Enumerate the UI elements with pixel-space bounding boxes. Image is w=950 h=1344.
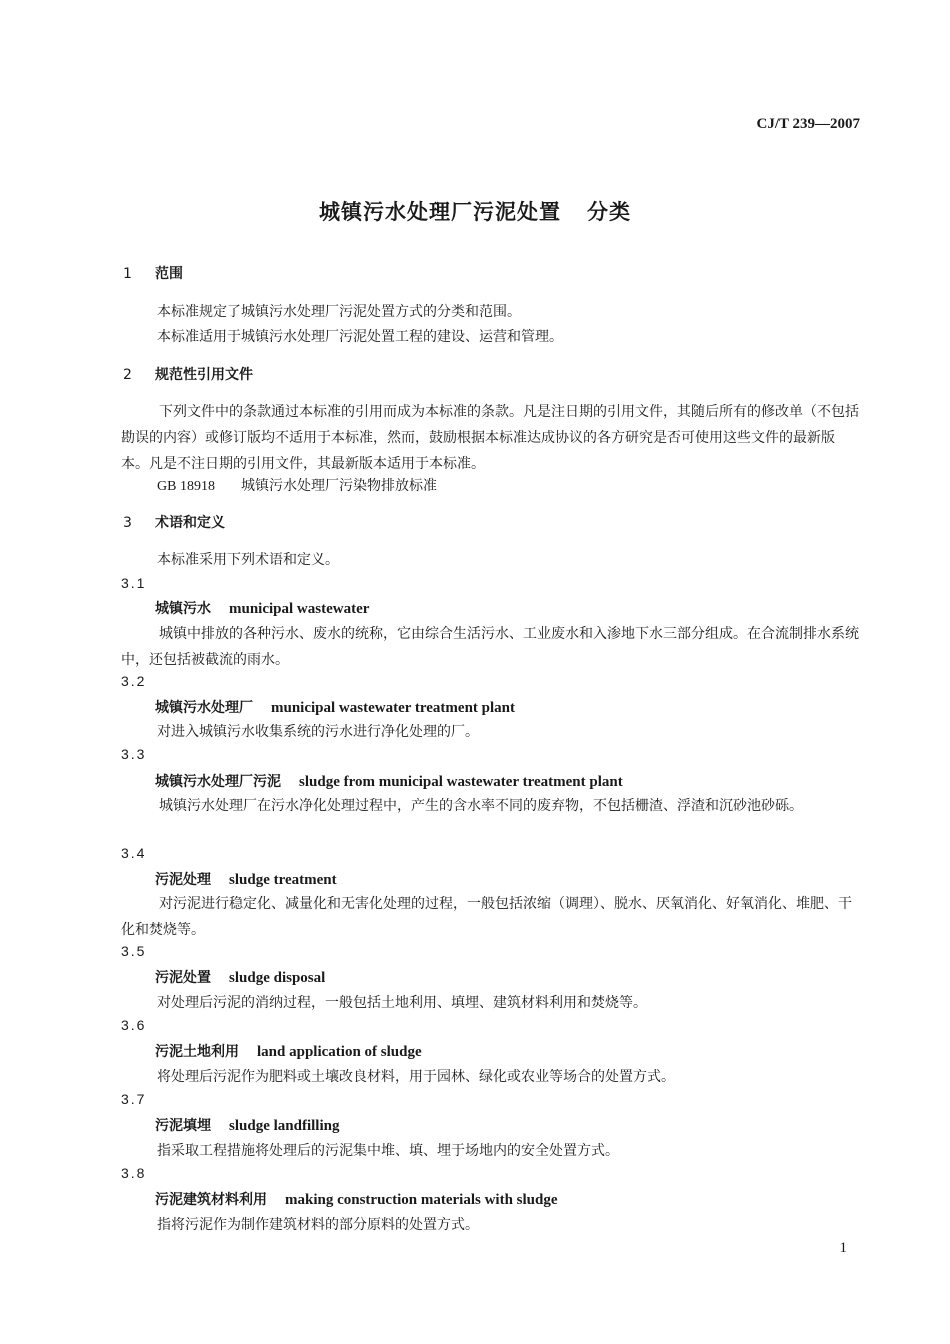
term-definition: 对污泥进行稳定化、减量化和无害化处理的过程，一般包括浓缩（调理）、脱水、厌氧消化、好氧消化、堆肥、干化和焚烧等。 — [121, 896, 852, 938]
section-1-paragraph-1: 本标准规定了城镇污水处理厂污泥处置方式的分类和范围。 — [157, 304, 521, 320]
term-number: 3.3 — [121, 746, 147, 762]
term-number: 3.1 — [121, 575, 147, 591]
term-heading: 城镇污水 municipal wastewater — [155, 601, 370, 617]
term-definition: 对处理后污泥的消纳过程，一般包括土地利用、填埋、建筑材料利用和焚烧等。 — [157, 995, 647, 1011]
term-heading: 城镇污水处理厂污泥 sludge from municipal wastewater treatment plant — [155, 774, 623, 790]
term-number: 3.7 — [121, 1091, 147, 1107]
section-3-heading: 3 术语和定义 — [123, 515, 225, 531]
term-definition: 城镇污水处理厂在污水净化处理过程中，产生的含水率不同的废弃物，不包括栅渣、浮渣和沉砂池砂砾。 — [159, 798, 803, 814]
term-heading: 污泥土地利用 land application of sludge — [155, 1044, 422, 1060]
section-3-intro: 本标准采用下列术语和定义。 — [157, 552, 339, 568]
section-1-heading: 1 范围 — [123, 266, 183, 282]
reference-title: 城镇污水处理厂污染物排放标准 — [241, 478, 437, 494]
term-heading: 污泥建筑材料利用 making construction materials with sludge — [155, 1192, 558, 1208]
term-definition: 城镇中排放的各种污水、废水的统称，它由综合生活污水、工业废水和入渗地下水三部分组成。在合流制排水系统中，还包括被截流的雨水。 — [121, 626, 859, 668]
normative-reference — [157, 473, 437, 500]
term-definition: 对进入城镇污水收集系统的污水进行净化处理的厂。 — [157, 724, 479, 740]
page-number: 1 — [839, 1240, 847, 1256]
reference-code: GB 18918 — [157, 479, 215, 494]
term-definition: 指将污泥作为制作建筑材料的部分原料的处置方式。 — [157, 1217, 479, 1233]
term-definition: 指采取工程措施将处理后的污泥集中堆、填、埋于场地内的安全处置方式。 — [157, 1143, 619, 1159]
section-2-paragraph: 下列文件中的条款通过本标准的引用而成为本标准的条款。凡是注日期的引用文件，其随后所有的修改单（不包括勘误的内容）或修订版均不适用于本标准，然而，鼓励根据本标准达成协议的各方研究是否可使用这些文件的最新版本。凡是不注日期的引用文件，其最新版本适用于本标准。 — [121, 404, 859, 472]
title-sub: 分类 — [587, 200, 631, 224]
term-heading: 污泥处置 sludge disposal — [155, 970, 326, 986]
term-number: 3.2 — [121, 673, 147, 689]
term-number: 3.5 — [121, 943, 147, 959]
term-heading: 污泥填埋 sludge landfilling — [155, 1118, 340, 1134]
title-main: 城镇污水处理厂污泥处置 — [319, 200, 561, 224]
term-number: 3.4 — [121, 845, 147, 861]
section-2-heading: 2 规范性引用文件 — [123, 367, 253, 383]
term-definition: 将处理后污泥作为肥料或土壤改良材料，用于园林、绿化或农业等场合的处置方式。 — [157, 1069, 675, 1085]
section-1-paragraph-2: 本标准适用于城镇污水处理厂污泥处置工程的建设、运营和管理。 — [157, 329, 563, 345]
term-number: 3.8 — [121, 1165, 147, 1181]
term-heading: 污泥处理 sludge treatment — [155, 872, 337, 888]
term-heading: 城镇污水处理厂 municipal wastewater treatment plant — [155, 700, 515, 716]
document-title — [0, 196, 950, 226]
term-number: 3.6 — [121, 1017, 147, 1033]
standard-code: CJ/T 239—2007 — [756, 116, 860, 132]
